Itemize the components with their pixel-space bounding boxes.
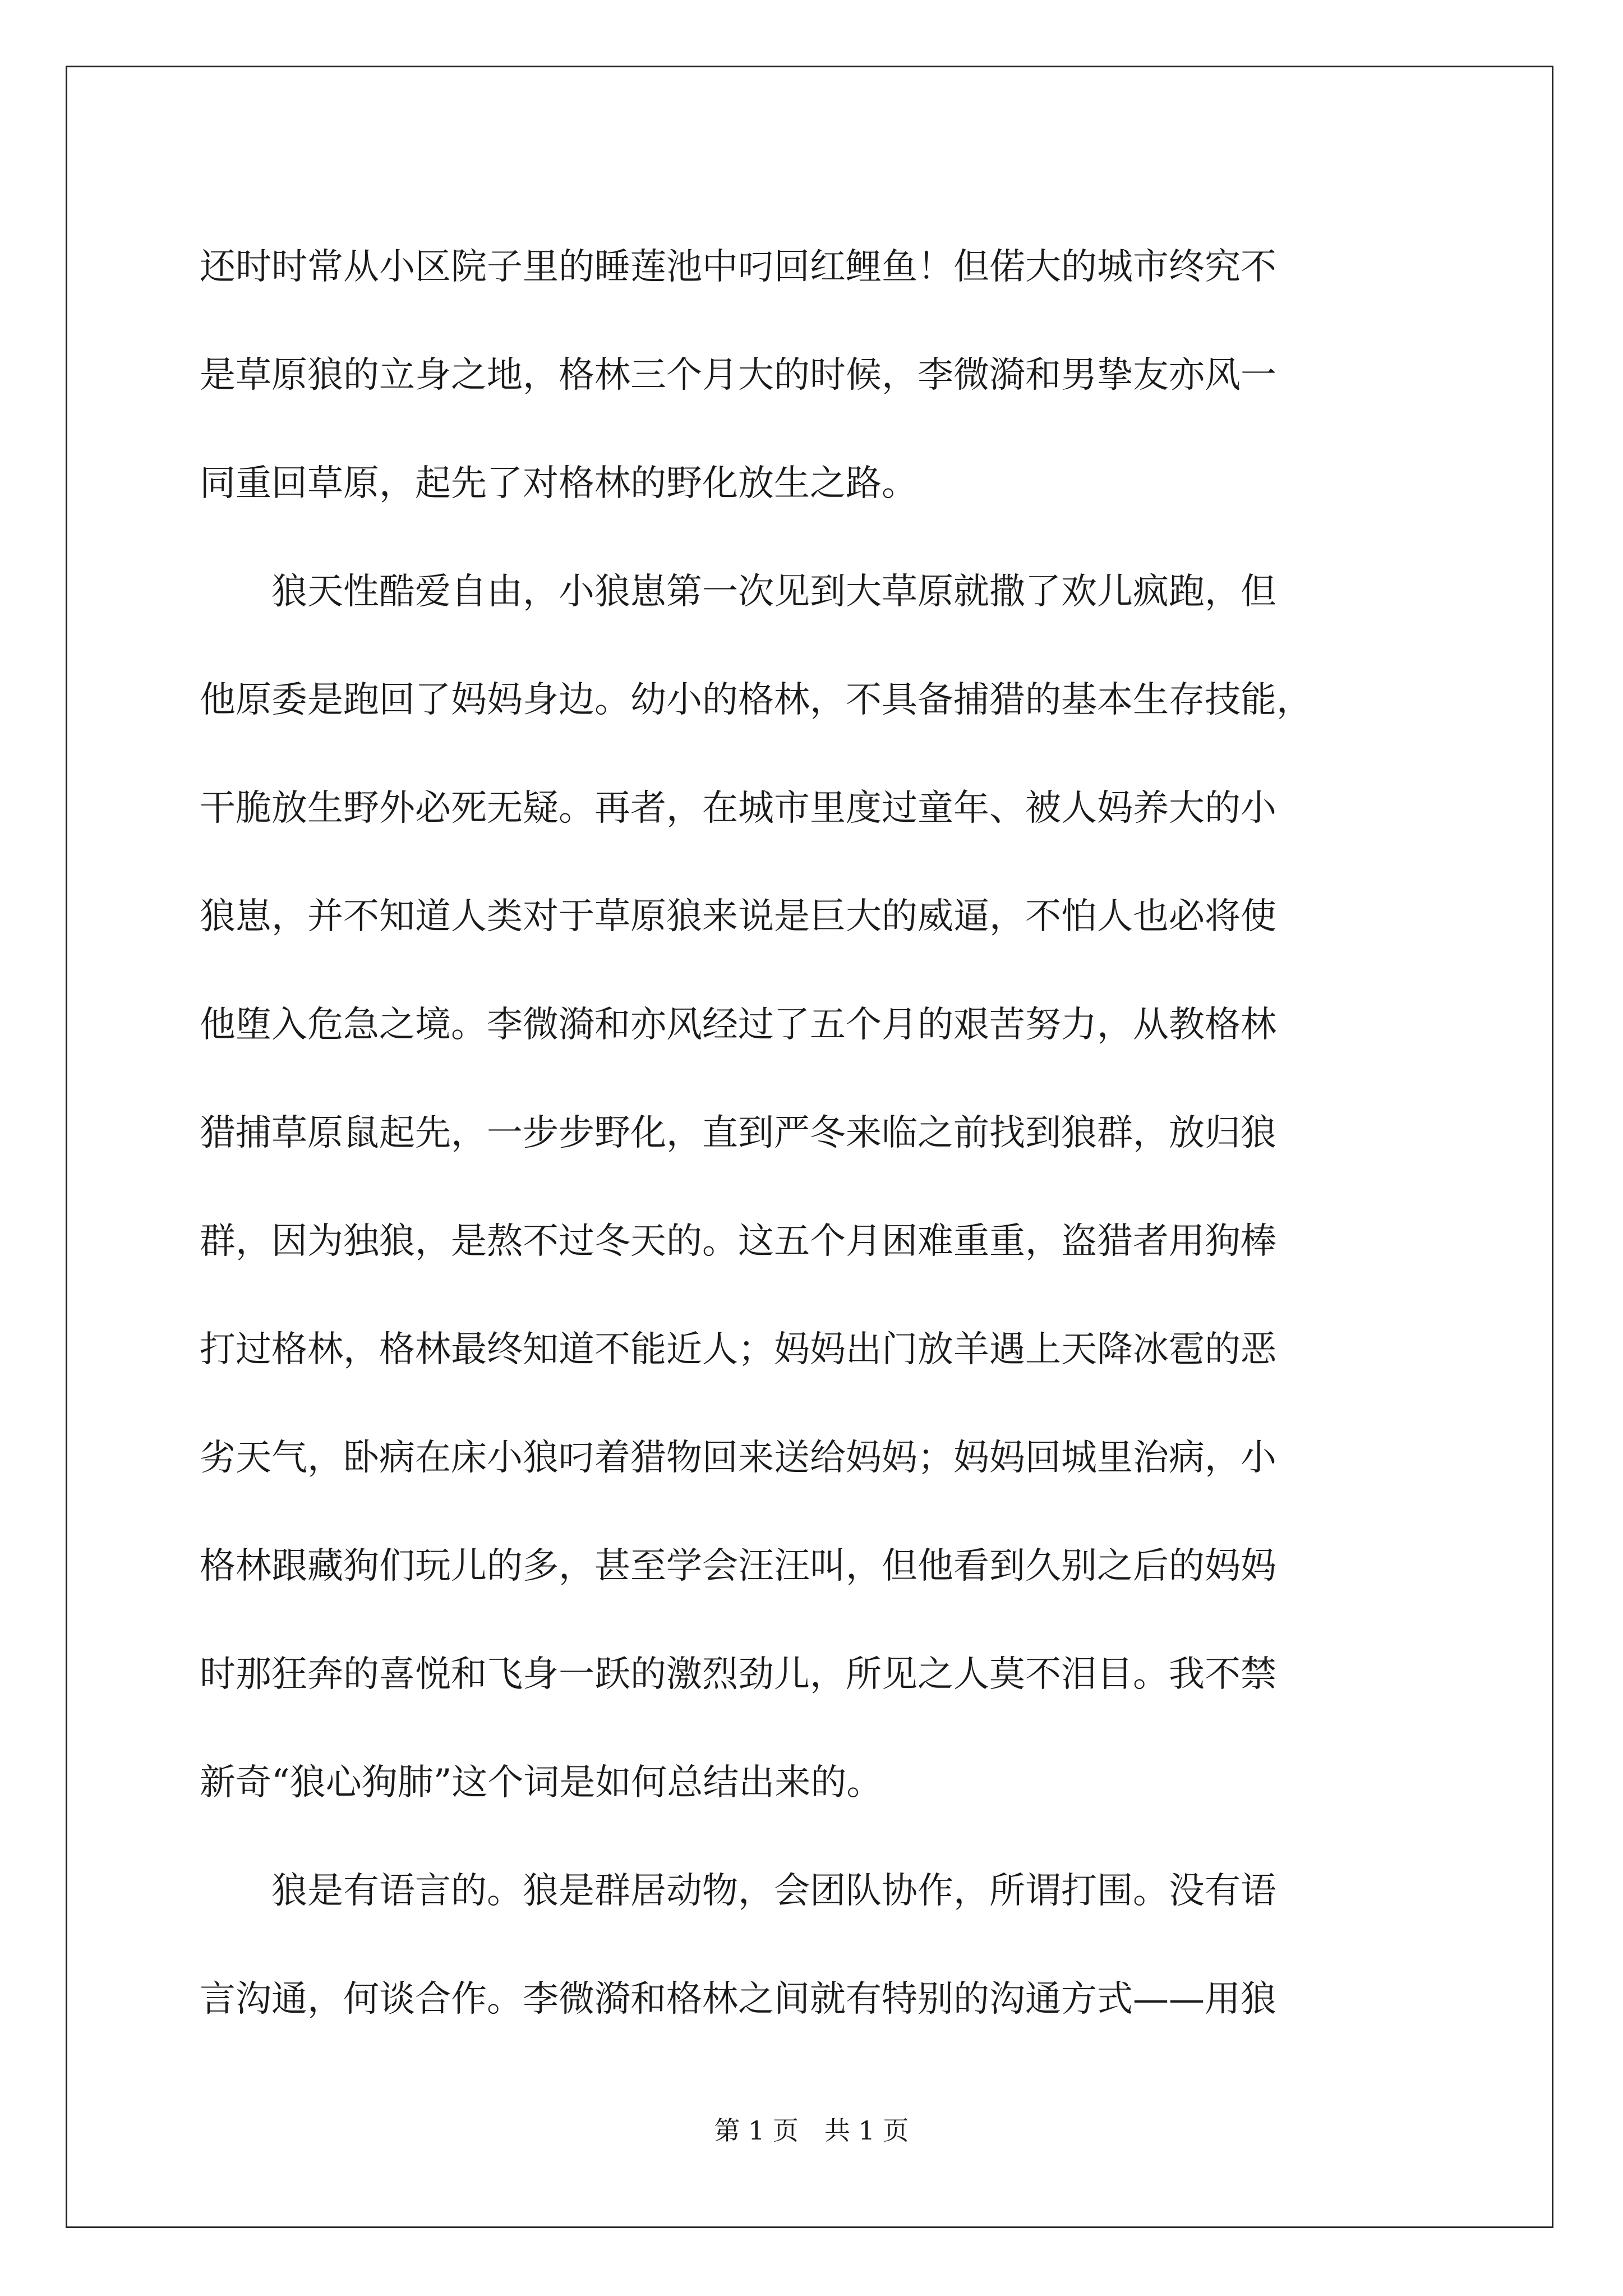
text-line: 狼是有语言的。狼是群居动物，会团队协作，所谓打围。没有语 xyxy=(200,1870,1276,1912)
text-line: 打过格林，格林最终知道不能近人；妈妈出门放羊遇上天降冰雹的恶 xyxy=(200,1329,1276,1370)
text-line: 同重回草原，起先了对格林的野化放生之路。 xyxy=(200,463,917,504)
text-line: 新奇“狼心狗肺”这个词是如何总结出来的。 xyxy=(200,1762,883,1803)
text-line: 格林跟藏狗们玩儿的多，甚至学会汪汪叫，但他看到久别之后的妈妈 xyxy=(200,1545,1276,1587)
text-line: 干脆放生野外必死无疑。再者，在城市里度过童年、被人妈养大的小 xyxy=(200,788,1276,829)
text-line: 群，因为独狼，是熬不过冬天的。这五个月困难重重，盗猎者用狗棒 xyxy=(200,1221,1276,1262)
text-line: 劣天气，卧病在床小狼叼着猎物回来送给妈妈；妈妈回城里治病，小 xyxy=(200,1437,1276,1479)
text-line: 猎捕草原鼠起先，一步步野化，直到严冬来临之前找到狼群，放归狼 xyxy=(200,1112,1276,1154)
text-line: 是草原狼的立身之地，格林三个月大的时候，李微漪和男挚友亦风一 xyxy=(200,355,1276,396)
document-body xyxy=(200,213,1433,2054)
text-line: 时那狂奔的喜悦和飞身一跃的激烈劲儿，所见之人莫不泪目。我不禁 xyxy=(200,1654,1276,1695)
page-footer xyxy=(0,2114,1623,2147)
text-line: 还时时常从小区院子里的睡莲池中叼回红鲤鱼！但偌大的城市终究不 xyxy=(200,246,1276,288)
text-line: 言沟通，何谈合作。李微漪和格林之间就有特别的沟通方式——用狼 xyxy=(200,1978,1276,2020)
text-line: 狼天性酷爱自由，小狼崽第一次见到大草原就撒了欢儿疯跑，但 xyxy=(200,571,1276,613)
page-number-label: 第 1 页 共 1 页 xyxy=(714,2115,909,2146)
text-line: 他原委是跑回了妈妈身边。幼小的格林，不具备捕猎的基本生存技能， xyxy=(200,679,1312,721)
text-line: 狼崽，并不知道人类对于草原狼来说是巨大的威逼，不怕人也必将使 xyxy=(200,896,1276,937)
text-line: 他堕入危急之境。李微漪和亦风经过了五个月的艰苦努力，从教格林 xyxy=(200,1004,1276,1046)
